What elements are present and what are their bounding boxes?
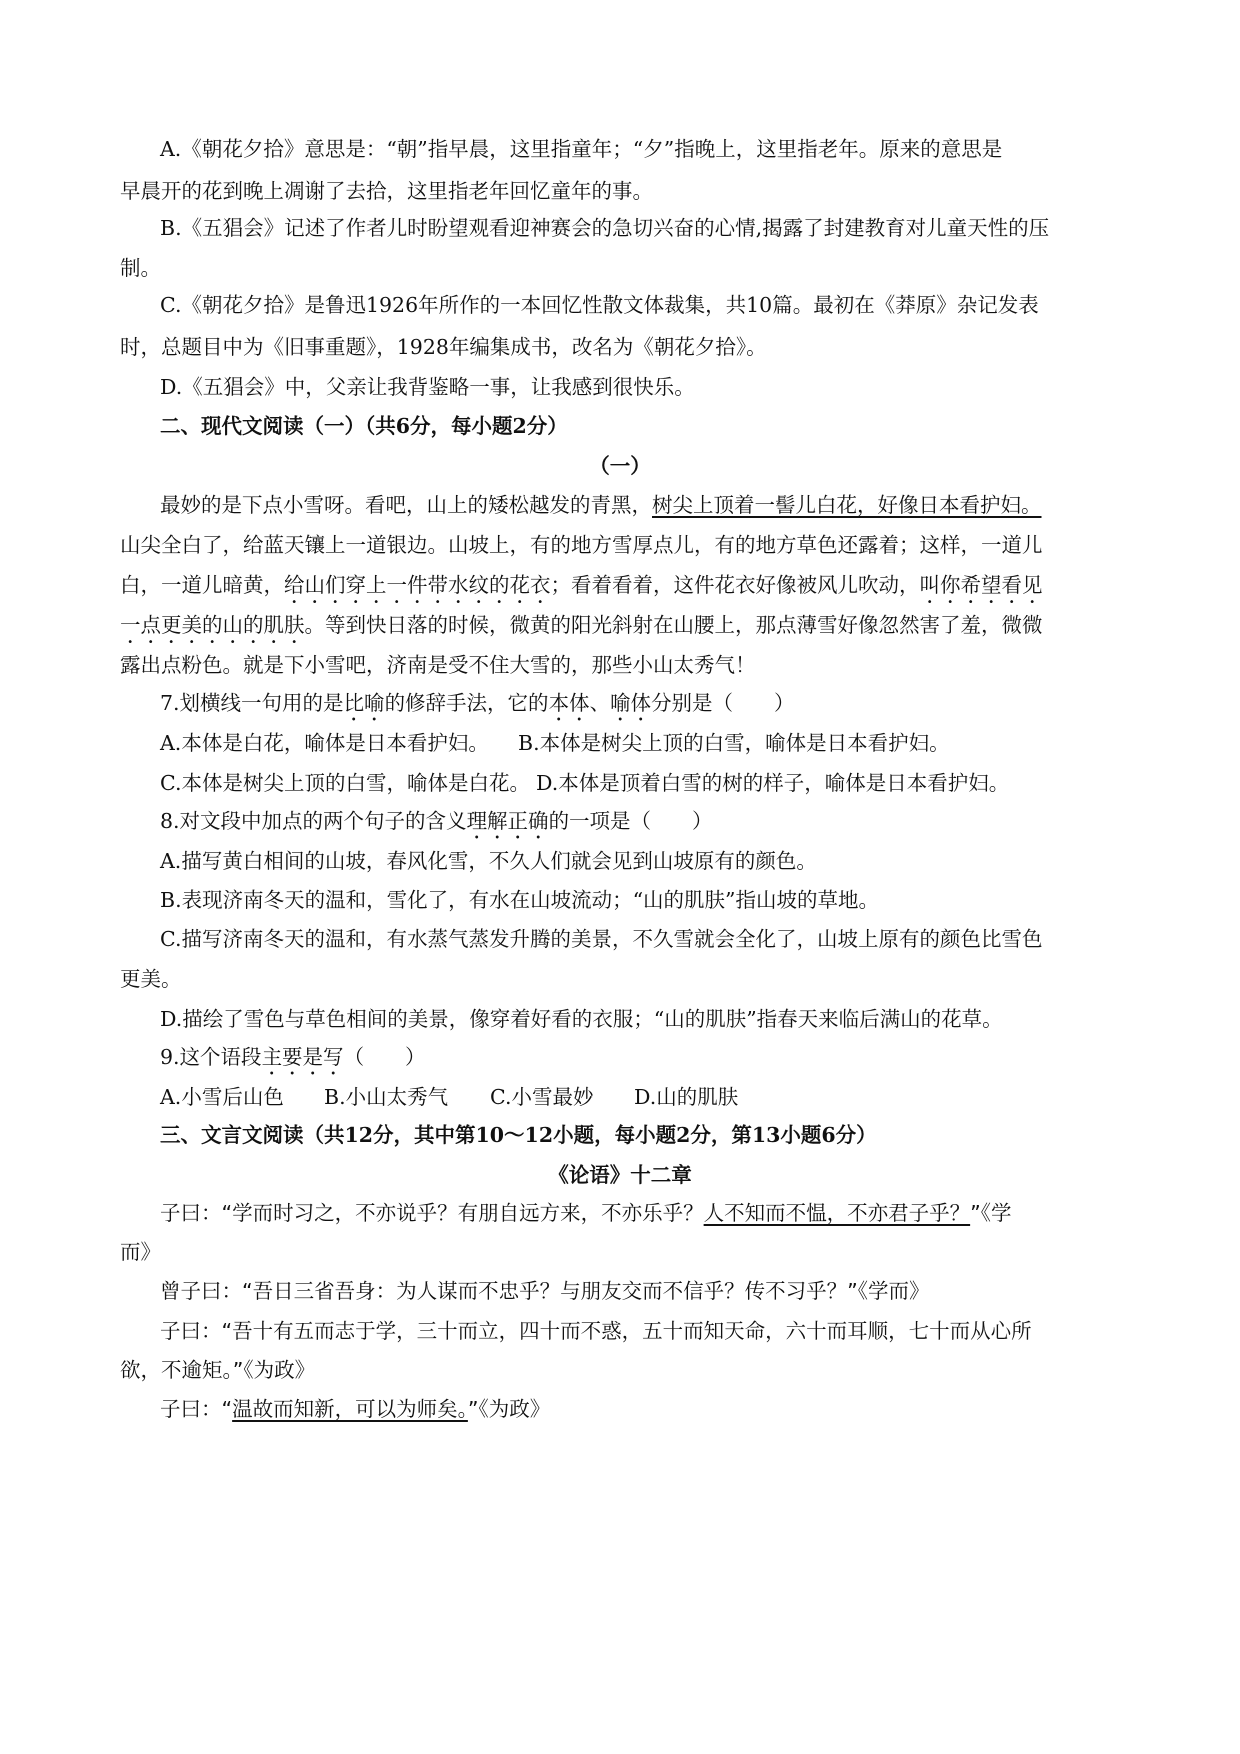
passage-line-5: 露出点粉色。就是下小雪吧，济南是受不住大雪的，那些小山太秀气！ (120, 653, 756, 677)
passage-line-1 (160, 490, 1120, 520)
lunyu-line-5: 欲，不逾矩。”《为政》 (120, 1358, 316, 1382)
passage-line-2: 山尖全白了，给蓝天镶上一道银边。山坡上，有的地方雪厚点儿，有的地方草色还露着；这样，一道儿 (120, 533, 1043, 557)
q9-option-b: B.小山太秀气 (324, 1085, 449, 1109)
lunyu-line-4: 子曰：“吾十有五而志于学，三十而立，四十而不惑，五十而知天命，六十而耳顺，七十而从心所 (160, 1319, 1032, 1343)
section3-heading: 三、文言文阅读（共12分，其中第10～12小题，每小题2分，第13小题6分） (160, 1123, 877, 1147)
passage-text: 白，一道儿暗黄， (120, 573, 284, 597)
q8-text: 8.对文段中加点的两个句子的含义 (160, 809, 467, 833)
q8-emphasis: 理解正确 (466, 809, 549, 833)
lunyu-text: 子曰：“学而时习之，不亦说乎？有朋自远方来，不亦乐乎？ (160, 1201, 704, 1225)
q7-option-a: A.本体是白花，喻体是日本看护妇。 (160, 731, 489, 755)
passage-text: 最妙的是下点小雪呀。看吧，山上的矮松越发的青黑， (160, 493, 652, 517)
question-8 (160, 806, 1120, 844)
q6-option-a-line2: 早晨开的花到晚上凋谢了去拾，这里指老年回忆童年的事。 (120, 179, 653, 203)
q7-option-c: C.本体是树尖上顶的白雪，喻体是白花。 (160, 771, 530, 795)
q9-option-d: D.山的肌肤 (634, 1085, 739, 1109)
lunyu-text: ”《为政》 (467, 1397, 551, 1421)
q6-option-b-line1: B.《五猖会》记述了作者儿时盼望观看迎神赛会的急切兴奋的心情,揭露了封建教育对儿童天性的压 (160, 216, 1050, 240)
passage-line-3 (120, 570, 1120, 608)
dotted-sentence-2-end: 一点更美的山的肌肤 (120, 613, 305, 637)
lunyu-text: ”《学 (970, 1201, 1012, 1225)
underlined-sentence: 树尖上顶着一髻儿白花，好像日本看护妇。 (652, 493, 1042, 517)
q7-option-d: D.本体是顶着白雪的树的样子，喻体是日本看护妇。 (536, 771, 1010, 795)
q7-emphasis: 本体 (548, 691, 590, 715)
q7-emphasis: 比喻 (343, 691, 385, 715)
underlined-sentence: 人不知而不愠，不亦君子乎？ (703, 1201, 971, 1225)
q8-option-c-line1: C.描写济南冬天的温和，有水蒸气蒸发升腾的美景，不久雪就会全化了，山坡上原有的颜色比雪色 (160, 927, 1043, 951)
q7-text: 、 (589, 691, 611, 715)
q7-option-b: B.本体是树尖上顶的白雪，喻体是日本看护妇。 (518, 731, 950, 755)
passage-text: 。等到快日落的时候，微黄的阳光斜射在山腰上，那点薄雪好像忽然害了羞，微微 (304, 613, 1043, 637)
q8-text: 的一项是（ ） (548, 809, 713, 833)
q9-option-c: C.小雪最妙 (490, 1085, 594, 1109)
section2-heading: 二、现代文阅读（一）（共6分，每小题2分） (160, 414, 568, 438)
q9-text: （ ） (343, 1045, 426, 1069)
lunyu-text: 子曰：“ (160, 1397, 233, 1421)
q6-option-b-line2: 制。 (120, 256, 161, 280)
section2-passage-number: （一） (589, 454, 651, 478)
q8-option-b: B.表现济南冬天的温和，雪化了，有水在山坡流动；“山的肌肤”指山坡的草地。 (160, 888, 880, 912)
question-9 (160, 1042, 1120, 1080)
q9-option-a: A.小雪后山色 (160, 1085, 284, 1109)
question-7 (160, 688, 1120, 726)
passage-line-4 (120, 610, 1120, 648)
q6-option-a-line1: A.《朝花夕拾》意思是：“朝”指早晨，这里指童年；“夕”指晚上，这里指老年。原来的意思是 (160, 137, 1003, 161)
passage-text: ；看着看着，这件花衣好像被风儿吹动， (550, 573, 920, 597)
q8-option-c-line2: 更美。 (120, 967, 182, 991)
q9-emphasis: 主要是写 (261, 1045, 344, 1069)
q9-text: 9.这个语段 (160, 1045, 262, 1069)
q7-text: 7.划横线一句用的是 (160, 691, 344, 715)
q7-options-row-2 (160, 768, 1120, 798)
q7-options-row-1 (160, 728, 1120, 758)
q6-option-d: D.《五猖会》中，父亲让我背鉴略一事，让我感到很快乐。 (160, 375, 695, 399)
lunyu-line-3: 曾子曰：“吾日三省吾身：为人谋而不忠乎？与朋友交而不信乎？传不习乎？”《学而》 (160, 1279, 930, 1303)
q7-text: 分别是（ ） (651, 691, 795, 715)
lunyu-line-2: 而》 (120, 1240, 161, 1264)
q6-option-c-line1: C.《朝花夕拾》是鲁迅1926年所作的一本回忆性散文体裁集，共10篇。最初在《莽原》杂记发表 (160, 293, 1039, 317)
underlined-sentence: 温故而知新，可以为师矣。 (232, 1397, 468, 1421)
lunyu-line-6 (160, 1394, 1120, 1424)
q7-text: 的修辞手法，它的 (384, 691, 549, 715)
section3-title: 《论语》十二章 (548, 1163, 692, 1187)
q9-options (160, 1082, 1120, 1112)
q8-option-a: A.描写黄白相间的山坡，春风化雪，不久人们就会见到山坡原有的颜色。 (160, 849, 817, 873)
q8-option-d: D.描绘了雪色与草色相间的美景，像穿着好看的衣服；“山的肌肤”指春天来临后满山的花草。 (160, 1007, 1003, 1031)
dotted-sentence-2-start: 叫你希望看见 (919, 573, 1043, 597)
q6-option-c-line2: 时，总题目中为《旧事重题》，1928年编集成书，改名为《朝花夕拾》。 (120, 335, 767, 359)
q7-emphasis: 喻体 (610, 691, 652, 715)
lunyu-line-1 (160, 1198, 1120, 1228)
dotted-sentence-1: 给山们穿上一件带水纹的花衣 (284, 573, 551, 597)
